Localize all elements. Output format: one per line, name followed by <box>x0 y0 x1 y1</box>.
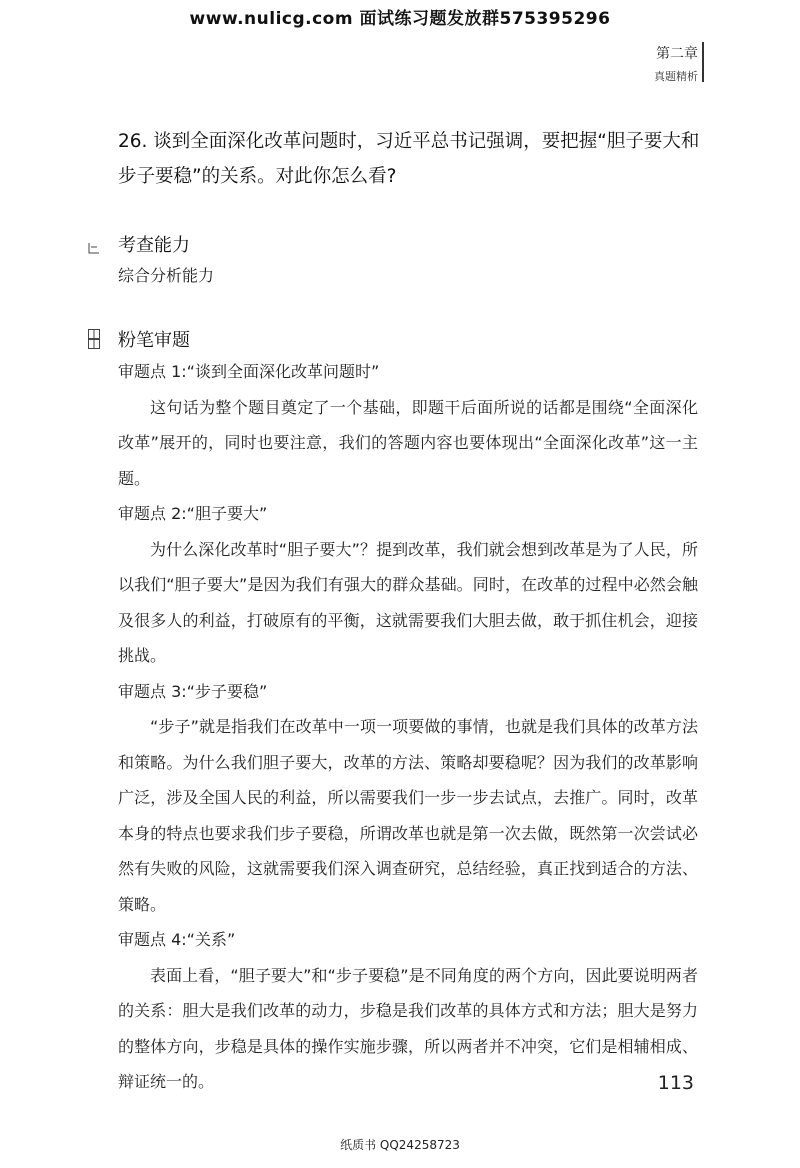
bookmark-icon <box>88 238 100 250</box>
point-heading: 审题点 3:“步子要稳” <box>118 681 268 701</box>
question-text: 26. 谈到全面深化改革问题时，习近平总书记强调，要把握“胆子要大和步子要稳”的关系。对此你怎么看? <box>118 131 700 187</box>
page-number: 113 <box>657 1072 694 1094</box>
point-heading: 审题点 2:“胆子要大” <box>118 504 268 523</box>
review-point <box>118 354 698 496</box>
review-point <box>118 496 698 674</box>
point-text: “步子”就是指我们在改革中一项一项要做的事情，也就是我们具体的改革方法和策略。为什么我们胆子要大，改革的方法、策略却要稳呢？因为我们的改革影响广泛，涉及全国人民的利益，所以需要我们一步一步去试点，去推广。同时，改革本身的特点也要求我们步子要稳，所谓改革也就是第一次去做，既然第一次尝试必然有失败的风险，这就需要我们深入调查研究，总结经验，真正找到适合的方法、策略。 <box>118 717 698 914</box>
grid-icon <box>88 329 100 349</box>
chapter-subtitle: 真题精析 <box>654 70 698 83</box>
ability-section-heading <box>88 231 190 257</box>
review-section-heading <box>88 326 190 352</box>
point-text: 这句话为整个题目奠定了一个基础，即题干后面所说的话都是围绕“全面深化改革”展开的，同时也要注意，我们的答题内容也要体现出“全面深化改革”这一主题。 <box>118 397 698 488</box>
chapter-rule <box>702 42 704 82</box>
review-point <box>118 674 698 923</box>
chapter-header <box>654 44 698 86</box>
chapter-title: 第二章 <box>656 46 698 62</box>
point-text: 表面上看，“胆子要大”和“步子要稳”是不同角度的两个方向，因此要说明两者的关系：胆大是我们改革的动力，步稳是我们改革的具体方式和方法；胆大是努力的整体方向，步稳是具体的操作实施步骤，所以两者并不冲突，它们是相辅相成、辩证统一的。 <box>118 965 698 1091</box>
point-text: 为什么深化改革时“胆子要大”？提到改革，我们就会想到改革是为了人民，所以我们“胆子要大”是因为我们有强大的群众基础。同时，在改革的过程中必然会触及很多人的利益，打破原有的平衡，这就需要我们大胆去做，敢于抓住机会，迎接挑战。 <box>118 539 698 665</box>
point-heading: 审题点 1:“谈到全面深化改革问题时” <box>118 362 380 381</box>
top-watermark: www.nulicg.com 面试练习题发放群575395296 <box>189 9 611 29</box>
bottom-watermark: 纸质书 QQ24258723 <box>340 1138 460 1152</box>
ability-title: 考查能力 <box>118 235 190 256</box>
review-title: 粉笔审题 <box>118 330 190 351</box>
point-heading: 审题点 4:“关系” <box>118 930 236 949</box>
review-points <box>118 354 698 1100</box>
review-point <box>118 922 698 1100</box>
ability-value: 综合分析能力 <box>118 266 215 285</box>
